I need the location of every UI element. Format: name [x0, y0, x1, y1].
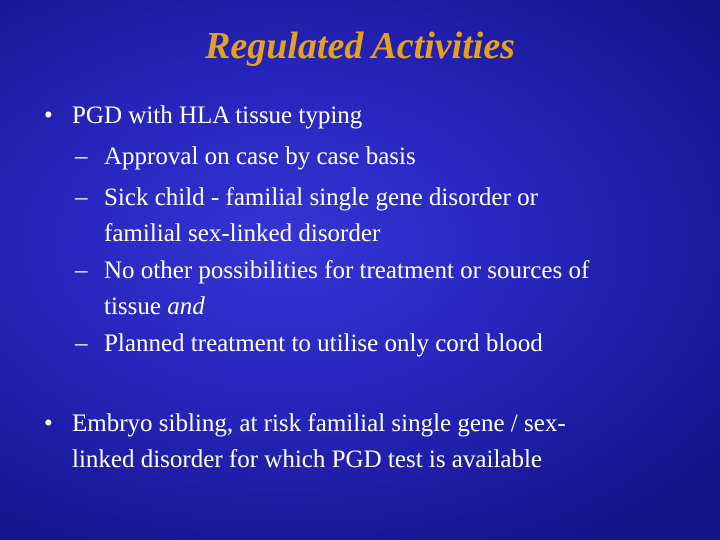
- bullet-text: PGD with HLA tissue typing: [72, 102, 363, 129]
- sub-bullet-text: [104, 253, 694, 325]
- dash-mark: –: [75, 257, 88, 284]
- sub-bullet-2: [75, 180, 675, 252]
- slide-title: Regulated Activities: [205, 25, 515, 67]
- sub-bullet-text: [104, 326, 664, 362]
- sub-bullet-line: Planned treatment to utilise only cord blood: [104, 330, 543, 357]
- bullet-mark: •: [44, 410, 53, 437]
- sub-bullet-3: [75, 253, 695, 325]
- bullet-line: Embryo sibling, at risk familial single gene / sex-: [72, 410, 566, 437]
- sub-bullet-text: [104, 180, 664, 252]
- bullet-item-1: [44, 98, 684, 134]
- bullet-text: [72, 406, 672, 478]
- bullet-line: linked disorder for which PGD test is available: [72, 446, 543, 473]
- dash-mark: –: [75, 184, 88, 211]
- sub-bullet-line: familial sex-linked disorder: [104, 220, 381, 247]
- dash-mark: –: [75, 330, 88, 357]
- sub-bullet-line: Sick child - familial single gene disorder or: [104, 184, 538, 211]
- tail-italic-text: and: [167, 293, 205, 320]
- tail-plain-text: tissue: [104, 293, 168, 320]
- sub-bullet-4: [75, 326, 675, 362]
- sub-bullet-line: Approval on case by case basis: [104, 143, 416, 170]
- sub-bullet-1: [75, 139, 675, 175]
- dash-mark: –: [75, 143, 88, 170]
- bullet-mark: •: [44, 102, 53, 129]
- sub-bullet-line: No other possibilities for treatment or sources of: [104, 257, 590, 284]
- sub-bullet-line-tail: [104, 289, 694, 325]
- sub-bullet-text: [104, 139, 664, 175]
- bullet-item-2: [44, 406, 684, 478]
